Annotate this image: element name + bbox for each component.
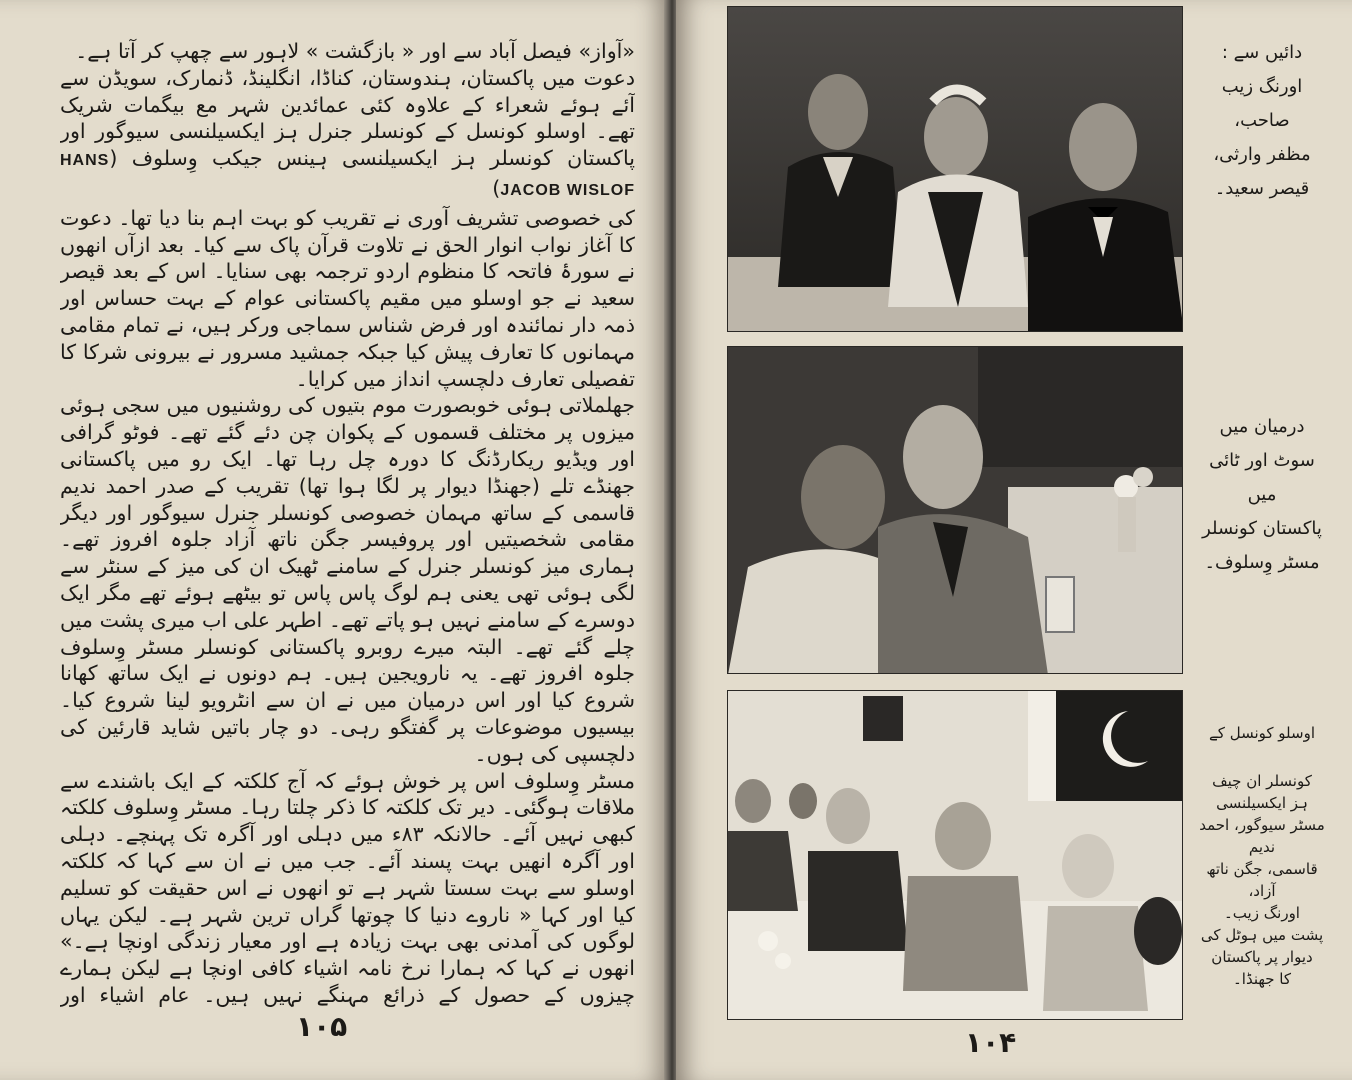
paragraph-2: دعوت میں پاکستان، ہندوستان، کناڈا، انگلینڈ، ڈنمارک، سویڈن سے آئے ہوئے شعراء کے علاوہ کئی عمائدین شہر مع بیگمات شریک تھے۔ اوسلو کونسل کے کونسلر جنرل ہز ایکسیلنسی سیوگور اور پاکستان کونسلر ہز ایکسیلنسی ہینس جیکب وِسلوف (HANS JACOB WISLOF) bbox=[60, 65, 635, 200]
paragraph-1: «آواز» فیصل آباد سے اور « بازگشت » لاہور سے چھپ کر آتا ہے۔ bbox=[75, 39, 635, 63]
caption-1-line-2: اورنگ زیب صاحب، bbox=[1221, 76, 1303, 131]
photo-2-image bbox=[728, 347, 1183, 674]
page-number-right: ۱۰۴ bbox=[965, 1026, 1017, 1059]
paragraph-5: مسٹر وِسلوف اس پر خوش ہوئے کہ آج کلکتہ کے ایک باشندے سے ملاقات ہوگئی۔ دیر تک کلکتہ کا ذکر چلتا رہا۔ مسٹر وِسلوف کلکتہ کبھی نہیں آئے۔ حالانکہ ۸۳ء میں دہلی اور آگرہ تک پہنچے۔ دہلی اور آگرہ انھیں بہت پسند آئے۔ جب میں نے ان سے کہا کہ کلکتہ اوسلو سے بہت سستا شہر ہے تو انھوں نے اس حقیقت کو تسلیم کیا اور کہا « ناروے دنیا کا چوتھا گراں ترین شہر ہے۔ لیکن یہاں لوگوں کی آمدنی بھی بہت زیادہ ہے اور معیار زندگی اونچا ہے۔» انھوں نے کہا کہ ہمارا نرخ نامہ اشیاء کافی اونچا ہے لیکن ہمارے چیزوں کے حصول کے ذرائع مہنگے نہیں ہیں۔ عام اشیاء اور bbox=[60, 768, 635, 1007]
caption-3-line-5: قاسمی، جگن ناتھ آزاد، bbox=[1206, 860, 1318, 900]
caption-2-line-3: پاکستان کونسلر bbox=[1202, 518, 1322, 539]
caption-1-line-4: قیصر سعید۔ bbox=[1214, 178, 1310, 199]
paragraph-2-text: دعوت میں پاکستان، ہندوستان، کناڈا، انگلینڈ، ڈنمارک، سویڈن سے آئے ہوئے شعراء کے علاوہ کئی عمائدین شہر مع بیگمات شریک تھے۔ اوسلو کونسل کے کونسلر جنرل ہز ایکسیلنسی سیوگور اور پاکستان کونسلر ہز ایکسیلنسی ہینس جیکب وِسلوف bbox=[60, 65, 635, 171]
caption-1-line-3: مظفر وارثی، bbox=[1213, 144, 1311, 165]
photo-2 bbox=[727, 346, 1183, 674]
caption-photo-1 bbox=[1192, 36, 1332, 206]
caption-3-line-8: دیوار پر پاکستان bbox=[1211, 948, 1313, 966]
caption-3-line-1: اوسلو کونسل کے bbox=[1209, 724, 1315, 742]
photo-3-image bbox=[728, 691, 1183, 1020]
caption-1-line-1: دائیں سے : bbox=[1221, 42, 1303, 63]
body-text bbox=[60, 38, 635, 1008]
caption-2-line-1: درمیان میں bbox=[1219, 416, 1305, 437]
caption-3-line-9: کا جھنڈا۔ bbox=[1232, 970, 1292, 988]
photo-3 bbox=[727, 690, 1183, 1020]
caption-photo-3 bbox=[1192, 722, 1332, 990]
english-name: HANS JACOB WISLOF bbox=[60, 152, 635, 199]
caption-3-line-6: اورنگ زیب۔ bbox=[1224, 904, 1300, 922]
caption-photo-2 bbox=[1192, 410, 1332, 580]
photo-1-image bbox=[728, 7, 1183, 332]
caption-3-line-7: پشت میں ہوٹل کی bbox=[1200, 926, 1324, 944]
photo-1 bbox=[727, 6, 1183, 332]
caption-3-line-2: کونسلر ان چیف bbox=[1212, 772, 1312, 790]
left-page bbox=[0, 0, 668, 1080]
caption-2-line-2: سوٹ اور ٹائی میں bbox=[1209, 450, 1315, 505]
paragraph-3: کی خصوصی تشریف آوری نے تقریب کو بہت اہم بنا دیا تھا۔ دعوت کا آغاز نواب انوار الحق نے تلاوت قرآن پاک سے کیا۔ بعد ازآں انھوں نے سورۂ فاتحہ کا منظوم اردو ترجمہ بھی سنایا۔ اس کے بعد قیصر سعید نے جو اوسلو میں مقیم پاکستانی عوام کے بہت حساس اور ذمہ دار نمائندہ اور فرض شناس سماجی ورکر ہیں، نے تمام مقامی مہمانوں کا تعارف پیش کیا جبکہ جمشید مسرور نے بیرونی شرکا کا تفصیلی تعارف دلچسپ انداز میں کرایا۔ bbox=[60, 205, 635, 391]
caption-3-line-3: ہز ایکسیلنسی bbox=[1216, 794, 1308, 812]
paragraph-4: جھلملاتی ہوئی خوبصورت موم بتیوں کی روشنیوں میں سجی ہوئی میزوں پر مختلف قسموں کے پکوان چن دئے گئے تھے۔ فوٹو گرافی اور ویڈیو ریکارڈنگ کا دورہ چل رہا تھا۔ ایک رو میں پاکستانی جھنڈے تلے (جھنڈا دیوار پر لگا ہوا تھا) تقریب کے صدر احمد ندیم قاسمی کے ساتھ مہمان خصوصی کونسلر جنرل سیوگور اور دیگر مقامی شخصیتیں اور پروفیسر جگن ناتھ آزاد جلوہ افروز تھے۔ ہماری میز کونسلر جنرل کے سامنے ٹھیک ان کی میز کے سنٹر سے لگی ہوئی تھی یعنی ہم لوگ پاس پاس تو بیٹھے ہوئے تھے مگر ایک دوسرے کے سامنے نہیں ہو پاتے تھے۔ اطہر علی اب میری پشت میں چلے گئے تھے۔ البتہ میرے روبرو پاکستانی کونسلر مسٹر وِسلوف جلوہ افروز تھے۔ یہ نارویجین ہیں۔ ہم دونوں نے ایک ساتھ کھانا شروع کیا اور اس درمیان میں نے ان سے انٹرویو لینا شروع کیا۔ بیسیوں موضوعات پر گفتگو رہی۔ دو چار باتیں شاید قارئین کی دلچسپی کی ہوں۔ bbox=[60, 393, 635, 766]
caption-2-line-4: مسٹر وِسلوف۔ bbox=[1204, 552, 1320, 573]
page-number-left: ۱۰۵ bbox=[296, 1010, 348, 1043]
caption-3-line-4: مسٹر سیوگور، احمد ندیم bbox=[1199, 816, 1325, 856]
